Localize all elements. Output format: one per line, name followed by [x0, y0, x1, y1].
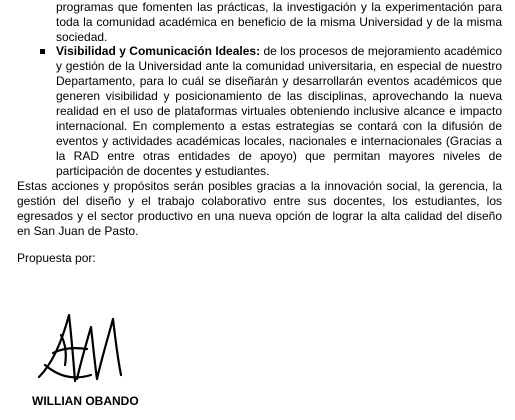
fragment-text: programas que fomenten las prácticas, la investigación y la experimentación para toda la comunidad académica en beneficio de la misma Universidad y de la misma sociedad.	[56, 0, 502, 44]
closing-text: Estas acciones y propósitos serán posibles gracias a la innovación social, la gerencia, la gestión del diseño y el trabajo colaborativo entre sus docentes, los estudiantes, los egresados y el sector productivo en una nueva opción de lograr la alta calidad del diseño en San Juan de Pasto.	[17, 179, 502, 238]
list-item-continuation	[56, 0, 502, 45]
list-item-text	[56, 44, 502, 179]
signature-image	[31, 305, 131, 387]
signer-name: WILLIAN OBANDO	[32, 394, 139, 408]
list-item-visibility	[56, 44, 502, 179]
proposal-text: Propuesta por:	[17, 251, 96, 265]
bullet-icon	[40, 49, 45, 54]
list-item-heading: Visibilidad y Comunicación Ideales:	[56, 44, 261, 58]
closing-paragraph	[17, 179, 502, 239]
proposal-label	[17, 251, 217, 266]
list-item-body: de los procesos de mejoramiento académico y gestión de la Universidad ante la comunidad universitaria, en especial de nuestro Departamento, para lo cuál se diseñarán y desarrollarán eventos académicos que generen visibilidad y posicionamiento de las disciplinas, aprovechando la nueva realidad en el uso de plataformas virtuales obteniendo inclusive alcance e impacto internacional. En complemento a estas estrategias se contará con la difusión de eventos y actividades académicas locales, nacionales e internacionales (Gracias a la RAD entre otras entidades de apoyo) que permitan mayores niveles de participación de docentes y estudiantes.	[56, 44, 503, 178]
